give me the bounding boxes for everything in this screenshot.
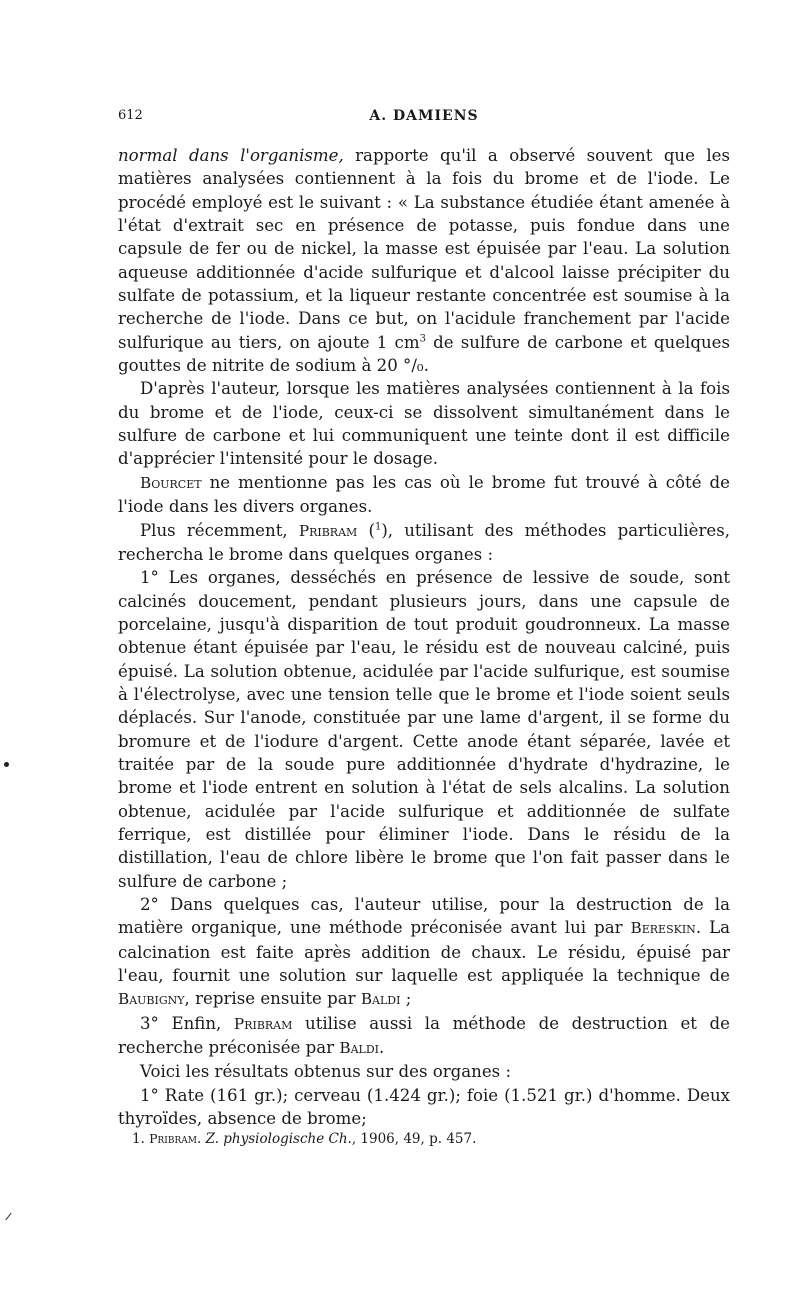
text-run: , reprise ensuite par xyxy=(184,989,361,1009)
margin-dot xyxy=(4,762,9,767)
text-run: Plus récemment, xyxy=(140,520,299,540)
paragraph xyxy=(118,377,730,470)
paragraph xyxy=(118,1012,730,1061)
author-name: Baubigny xyxy=(118,990,185,1009)
paragraph xyxy=(118,1060,730,1083)
paragraph xyxy=(118,893,730,1012)
author-name: Bourcet xyxy=(140,473,202,492)
text-run: rapporte qu'il a observé souvent que les matières analysées contiennent à la fois du brome et de l'iode. Le procédé employé est le suivant : « La substance étudiée étant amenée à l'état d'extrait sec en présence de potasse, puis fondue dans une capsule de fer ou de nickel, la masse est épuisée par l'eau. La solution aqueuse additionnée d'acide sulfurique et d'alcool laisse précipiter du sulfate de potassium, et la liqueur restante concentrée est soumise à la recherche de l'iode. Dans ce but, on l'acidule franchement par l'acide sulfurique au tiers, on ajoute 1 cm xyxy=(118,146,730,352)
italic-text: normal dans l'organisme, xyxy=(118,146,344,165)
footnote xyxy=(132,1131,722,1147)
italic-text: Z. physiologische Ch. xyxy=(205,1131,352,1147)
page-number: 612 xyxy=(118,108,143,123)
text-run: ), utilisant des méthodes particulières, rechercha le brome dans quelques organes : xyxy=(118,520,731,564)
author-name: Pribram xyxy=(298,521,358,540)
text-run: ne mentionne pas les cas où le brome fut trouvé à côté de l'iode dans les divers organes. xyxy=(118,472,730,517)
body-text xyxy=(118,144,730,1130)
page xyxy=(118,104,730,1130)
author-name: Baldi xyxy=(339,1039,380,1058)
text-run: de sulfure de carbone et quelques gouttes de nitrite de sodium à 20 °/₀. xyxy=(118,332,731,376)
text-run: 2° Dans quelques cas, l'auteur utilise, pour la destruction de la matière organique, une méthode préconisée avant lui par xyxy=(118,895,730,938)
text-run: utilise aussi la méthode de destruction et de recherche préconisée par xyxy=(118,1013,730,1058)
text-run: 3° Enfin, xyxy=(140,1013,234,1033)
text-run: 1. xyxy=(132,1131,150,1147)
superscript: 1 xyxy=(374,520,382,532)
author-name: Baldi xyxy=(360,990,401,1009)
author-name: Pribram xyxy=(149,1131,197,1146)
paragraph xyxy=(118,144,730,377)
author-name: Pribram xyxy=(233,1014,293,1033)
text-run: ( xyxy=(357,520,375,540)
text-run: , 1906, 49, p. 457. xyxy=(351,1131,477,1147)
text-run: ; xyxy=(400,989,412,1009)
paragraph xyxy=(118,519,730,567)
paragraph xyxy=(118,1084,730,1131)
text-run: . xyxy=(196,1131,206,1147)
text-run: . xyxy=(379,1038,385,1058)
margin-slash xyxy=(5,1213,11,1221)
running-title: A. DAMIENS xyxy=(369,108,479,124)
text-run: 1° Les organes, desséchés en présence de lessive de soude, sont calcinés doucement, pendant plusieurs jours, dans une capsule de porcelaine, jusqu'à disparition de tout produit goudronneux. La masse obtenue étant épuisée par l'eau, le résidu est de nouveau calciné, puis épuisé. La solution obtenue, acidulée par l'acide sulfurique, est soumise à l'électrolyse, avec une tension telle que le brome et l'iode soient seuls déplacés. Sur l'anode, constituée par une lame d'argent, il se forme du bromure et de l'iodure d'argent. Cette anode étant séparée, lavée et traitée par de la soude pure additionnée d'hydrate d'hydrazine, le brome et l'iode entrent en solution à l'état de sels alcalins. La solution obtenue, acidulée par l'acide sulfurique et additionnée de sulfate ferrique, est distillée pour éliminer l'iode. Dans le résidu de la distillation, l'eau de chlore libère le brome que l'on fait passer dans le sulfure de carbone ; xyxy=(118,568,730,891)
paragraph xyxy=(118,471,730,519)
text-run: . La calcination est faite après addition de chaux. Le résidu, épuisé par l'eau, fournit une solution sur laquelle est appliquée la technique de xyxy=(118,918,730,986)
superscript: 3 xyxy=(419,333,426,345)
author-name: Bereskin xyxy=(630,919,696,938)
running-header xyxy=(118,104,730,130)
text-run: Voici les résultats obtenus sur des organes : xyxy=(140,1062,512,1082)
text-run: 1° Rate (161 gr.); cerveau (1.424 gr.); foie (1.521 gr.) d'homme. Deux thyroïdes, absence de brome; xyxy=(118,1085,730,1129)
text-run: D'après l'auteur, lorsque les matières analysées contiennent à la fois du brome et de l'iode, ceux-ci se dissolvent simultanément dans le sulfure de carbone et lui communiquent une teinte dont il est difficile d'apprécier l'intensité pour le dosage. xyxy=(118,379,730,469)
paragraph xyxy=(118,566,730,893)
